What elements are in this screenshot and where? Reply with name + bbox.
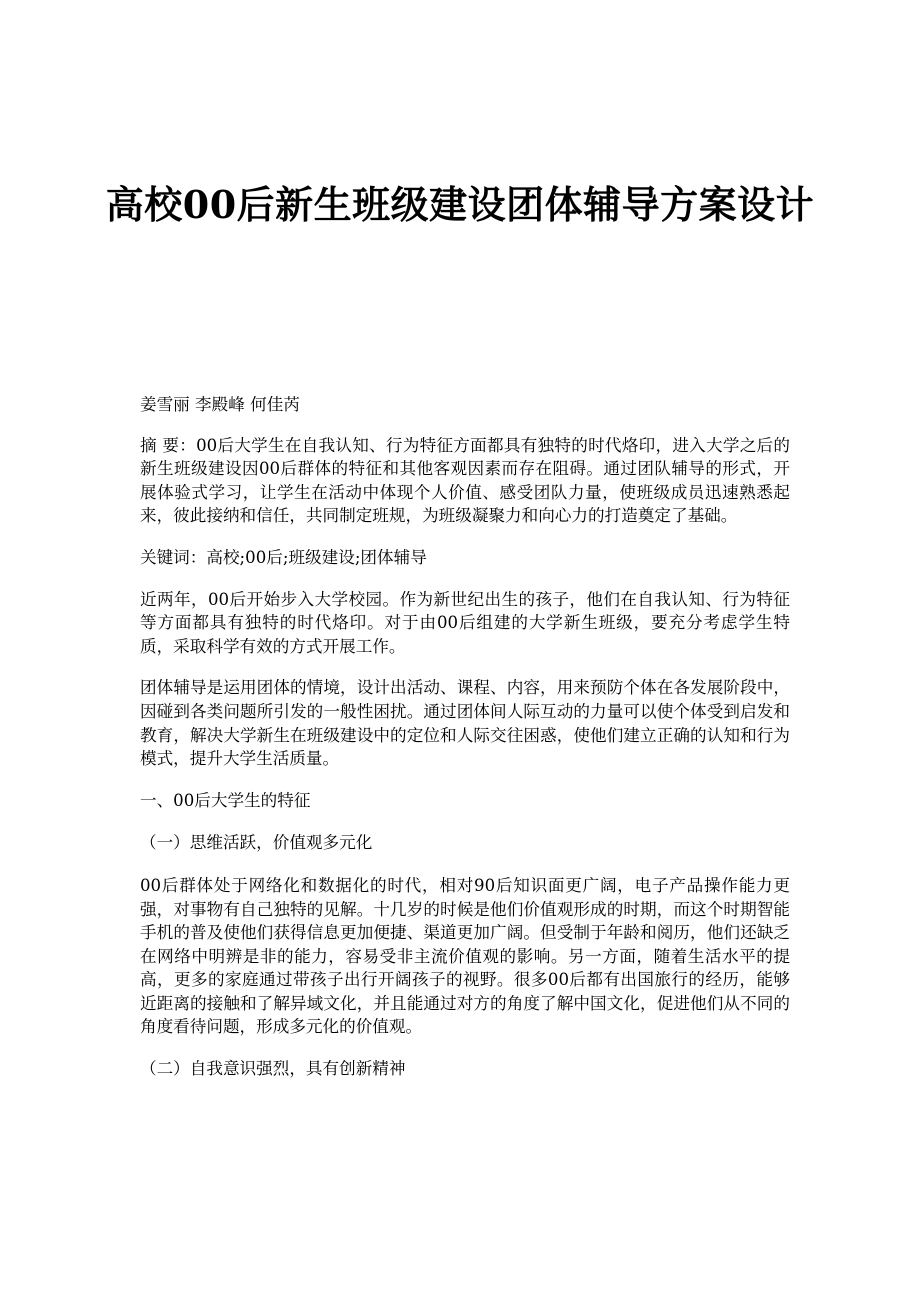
document-title: 高校00后新生班级建设团体辅导方案设计: [105, 182, 815, 227]
subsection-heading-2: （二）自我意识强烈，具有创新精神: [140, 1059, 406, 1079]
body-paragraph-1: 00后群体处于网络化和数据化的时代，相对90后知识面更广阔，电子产品操作能力更强，对事物有自己独特的见解。十几岁的时候是他们价值观形成的时期，而这个时期智能手机的普及使他们获得信息更加便捷、渠道更加广阔。但受制于年龄和阅历，他们还缺乏在网络中明辨是非的能力，容易受非主流价值观的影响。另一方面，随着生活水平的提高，更多的家庭通过带孩子出行开阔孩子的视野。很多00后都有出国旅行的经历，能够近距离的接触和了解异域文化，并且能通过对方的角度了解中国文化，促进他们从不同的角度看待问题，形成多元化的价值观。: [140, 875, 790, 1037]
abstract-paragraph: 摘 要：00后大学生在自我认知、行为特征方面都具有独特的时代烙印，进入大学之后的新生班级建设因00后群体的特征和其他客观因素而存在阻碍。通过团队辅导的形式，开展体验式学习，让学生在活动中体现个人价值、感受团队力量，使班级成员迅速熟悉起来，彼此接纳和信任，共同制定班规，为班级凝聚力和向心力的打造奠定了基础。: [140, 435, 790, 526]
intro-paragraph-2: 团体辅导是运用团体的情境，设计出活动、课程、内容，用来预防个体在各发展阶段中，因碰到各类问题所引发的一般性困扰。通过团体间人际互动的力量可以使个体受到启发和教育，解决大学新生在班级建设中的定位和人际交往困惑，使他们建立正确的认知和行为模式，提升大学生活质量。: [140, 678, 790, 769]
document-body: [140, 393, 790, 1100]
author-list: 姜雪丽 李殿峰 何佳芮: [140, 395, 300, 414]
subsection-heading-1: （一）思维活跃，价值观多元化: [140, 833, 373, 853]
section-heading-1: 一、00后大学生的特征: [140, 790, 311, 810]
keywords-line: 关键词：高校;00后;班级建设;团体辅导: [140, 547, 427, 567]
intro-paragraph-1: 近两年，00后开始步入大学校园。作为新世纪出生的孩子，他们在自我认知、行为特征等方面都具有独特的时代烙印。对于由00后组建的大学新生班级，要充分考虑学生特质，采取科学有效的方式开展工作。: [140, 589, 790, 656]
